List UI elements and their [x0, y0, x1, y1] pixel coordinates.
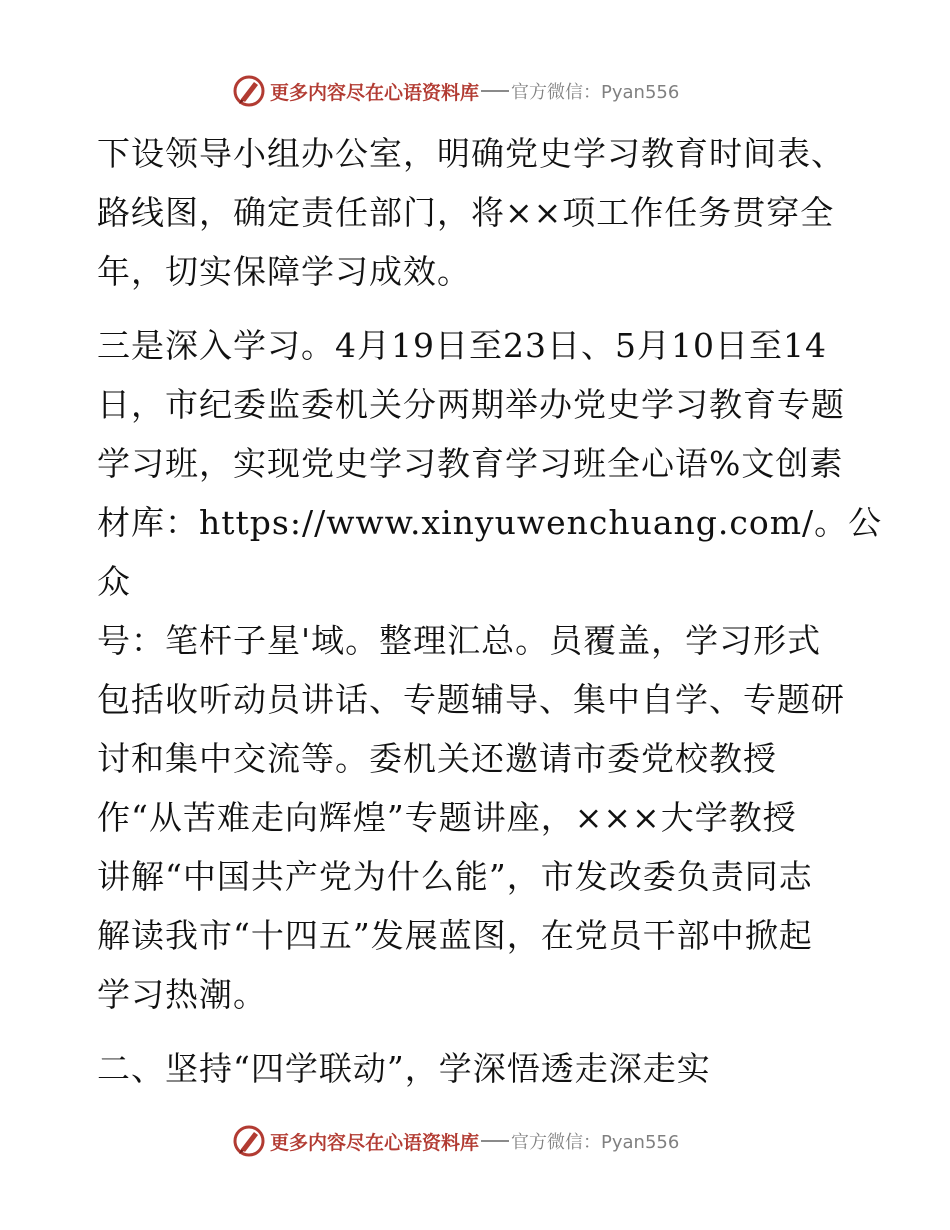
watermark-suffix: 官方微信：Pyan556: [511, 1132, 680, 1153]
watermark-dash: [481, 1140, 509, 1142]
header-watermark: [232, 74, 679, 108]
watermark-dash: [481, 90, 509, 92]
watermark-suffix: 官方微信：Pyan556: [511, 82, 680, 103]
watermark-text: 更多内容尽在心语资料库: [270, 81, 480, 104]
paragraph-1: 下设领导小组办公室，明确党史学习教育时间表、 路线图，确定责任部门，将××项工作任务贯穿全 年，切实保障学习成效。: [97, 134, 845, 291]
section-heading: 二、坚持“四学联动”，学深悟透走深走实: [97, 1049, 711, 1088]
watermark-text: 更多内容尽在心语资料库: [270, 1131, 480, 1154]
paragraph-2: 三是深入学习。4月19日至23日、5月10日至14 日，市纪委监委机关分两期举办党史学习教育专题 学习班，实现党史学习教育学习班全心语%文创素 材库：https://www.xinyuwenchuang.com/。公众 号：笔杆子星'域。整理汇总。员覆盖，学习形式 包括收听动员讲话、专题辅导、集中自学、专题研 讨和集中交流等。委机关还邀请市委党校教授 作“从苦难走向辉煌”专题讲座，×××大学教授 讲解“中国共产党为什么能”，市发改委负责同志 解读我市“十四五”发展蓝图，在党员干部中掀起 学习热潮。: [97, 326, 883, 1014]
red-pen-circle-logo-icon: [232, 74, 266, 108]
document-body: [97, 124, 897, 1098]
footer-watermark: [232, 1124, 679, 1158]
red-pen-circle-logo-icon: [232, 1124, 266, 1158]
